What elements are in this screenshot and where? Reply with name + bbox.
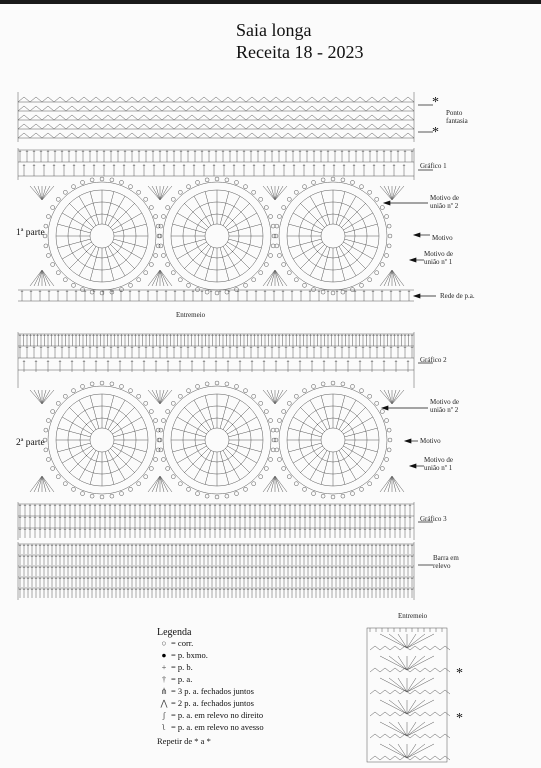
- motif-row-2: [30, 381, 404, 499]
- grafico2-band: [18, 332, 414, 388]
- motif-row-1: [30, 177, 404, 295]
- label-motivo-2: Motivo: [420, 437, 441, 445]
- motif-ring: [205, 428, 229, 452]
- label-barra: Barra em relevo: [433, 554, 459, 570]
- asterisk-detail-1: *: [456, 666, 463, 681]
- single-crochet-icon: +: [161, 662, 167, 672]
- pattern-page: [0, 4, 541, 768]
- motif-ring: [90, 428, 114, 452]
- slip-stitch-icon: ●: [161, 650, 167, 660]
- legend-item: [157, 649, 208, 661]
- label-motivo-uniao-1: Motivo de união nº 1: [424, 250, 453, 266]
- page-title: Saia longa: [236, 20, 312, 40]
- label-motivo: Motivo: [432, 234, 453, 242]
- legend-item: [157, 685, 254, 697]
- legend-item: [157, 721, 264, 733]
- label-parte-2: 2ª parte: [16, 438, 45, 448]
- legend-text: = p. a. em relevo no direito: [171, 710, 264, 720]
- legend-footer: Repetir de * a *: [157, 736, 211, 746]
- asterisk-detail-2: *: [456, 711, 463, 726]
- label-grafico-3: Gráfico 3: [420, 515, 447, 523]
- legend-text: = corr.: [171, 638, 194, 648]
- legend-text: = p. a. em relevo no avesso: [171, 722, 264, 732]
- dc2tog-icon: ⋀: [160, 698, 168, 708]
- page-subtitle: Receita 18 - 2023: [236, 42, 364, 62]
- asterisk-bottom: *: [432, 125, 439, 140]
- rede-band: [18, 290, 414, 301]
- motif-ring: [205, 224, 229, 248]
- asterisk-top: *: [432, 95, 439, 110]
- label-entremeio: Entremeio: [176, 311, 206, 319]
- label-entremeio-detail: Entremeio: [398, 612, 428, 620]
- label-motivo-uniao-2b: Motivo de união nº 2: [430, 398, 459, 414]
- label-parte-1: 1ª parte: [16, 228, 45, 238]
- motif-ring: [90, 224, 114, 248]
- arrows: [382, 105, 436, 565]
- label-motivo-uniao-2: Motivo de união nº 2: [430, 194, 459, 210]
- barra-band: [18, 542, 414, 600]
- legend-item: [157, 697, 254, 709]
- legend-item: [157, 637, 193, 649]
- ponto-fantasia-band: [18, 92, 414, 142]
- grafico3-band: [18, 502, 414, 540]
- double-crochet-icon: †: [161, 674, 167, 684]
- legend-text: = p. a.: [171, 674, 193, 684]
- motif-ring: [321, 224, 345, 248]
- dc3tog-icon: ⋔: [160, 686, 168, 696]
- legend-item: [157, 709, 263, 721]
- chain-icon: ○: [161, 638, 167, 648]
- legend-text: = 2 p. a. fechados juntos: [171, 698, 254, 708]
- legend-text: = p. b.: [171, 662, 193, 672]
- label-grafico-1: Gráfico 1: [420, 162, 447, 170]
- legend-text: = 3 p. a. fechados juntos: [171, 686, 254, 696]
- label-grafico-2: Gráfico 2: [420, 356, 447, 364]
- label-rede: Rede de p.a.: [440, 292, 475, 300]
- legend-item: [157, 661, 193, 673]
- back-post-dc-icon: ʅ: [162, 722, 166, 732]
- entremeio-detail: [367, 628, 450, 762]
- legend-text: = p. bxmo.: [171, 650, 208, 660]
- legend-title: Legenda: [157, 627, 192, 638]
- motif-ring: [321, 428, 345, 452]
- front-post-dc-icon: ʃ: [162, 710, 166, 720]
- label-ponto-fantasia: Ponto fantasia: [446, 109, 468, 125]
- legend-item: [157, 673, 192, 685]
- grafico1-band: [18, 148, 414, 180]
- label-motivo-uniao-1b: Motivo de união nº 1: [424, 456, 453, 472]
